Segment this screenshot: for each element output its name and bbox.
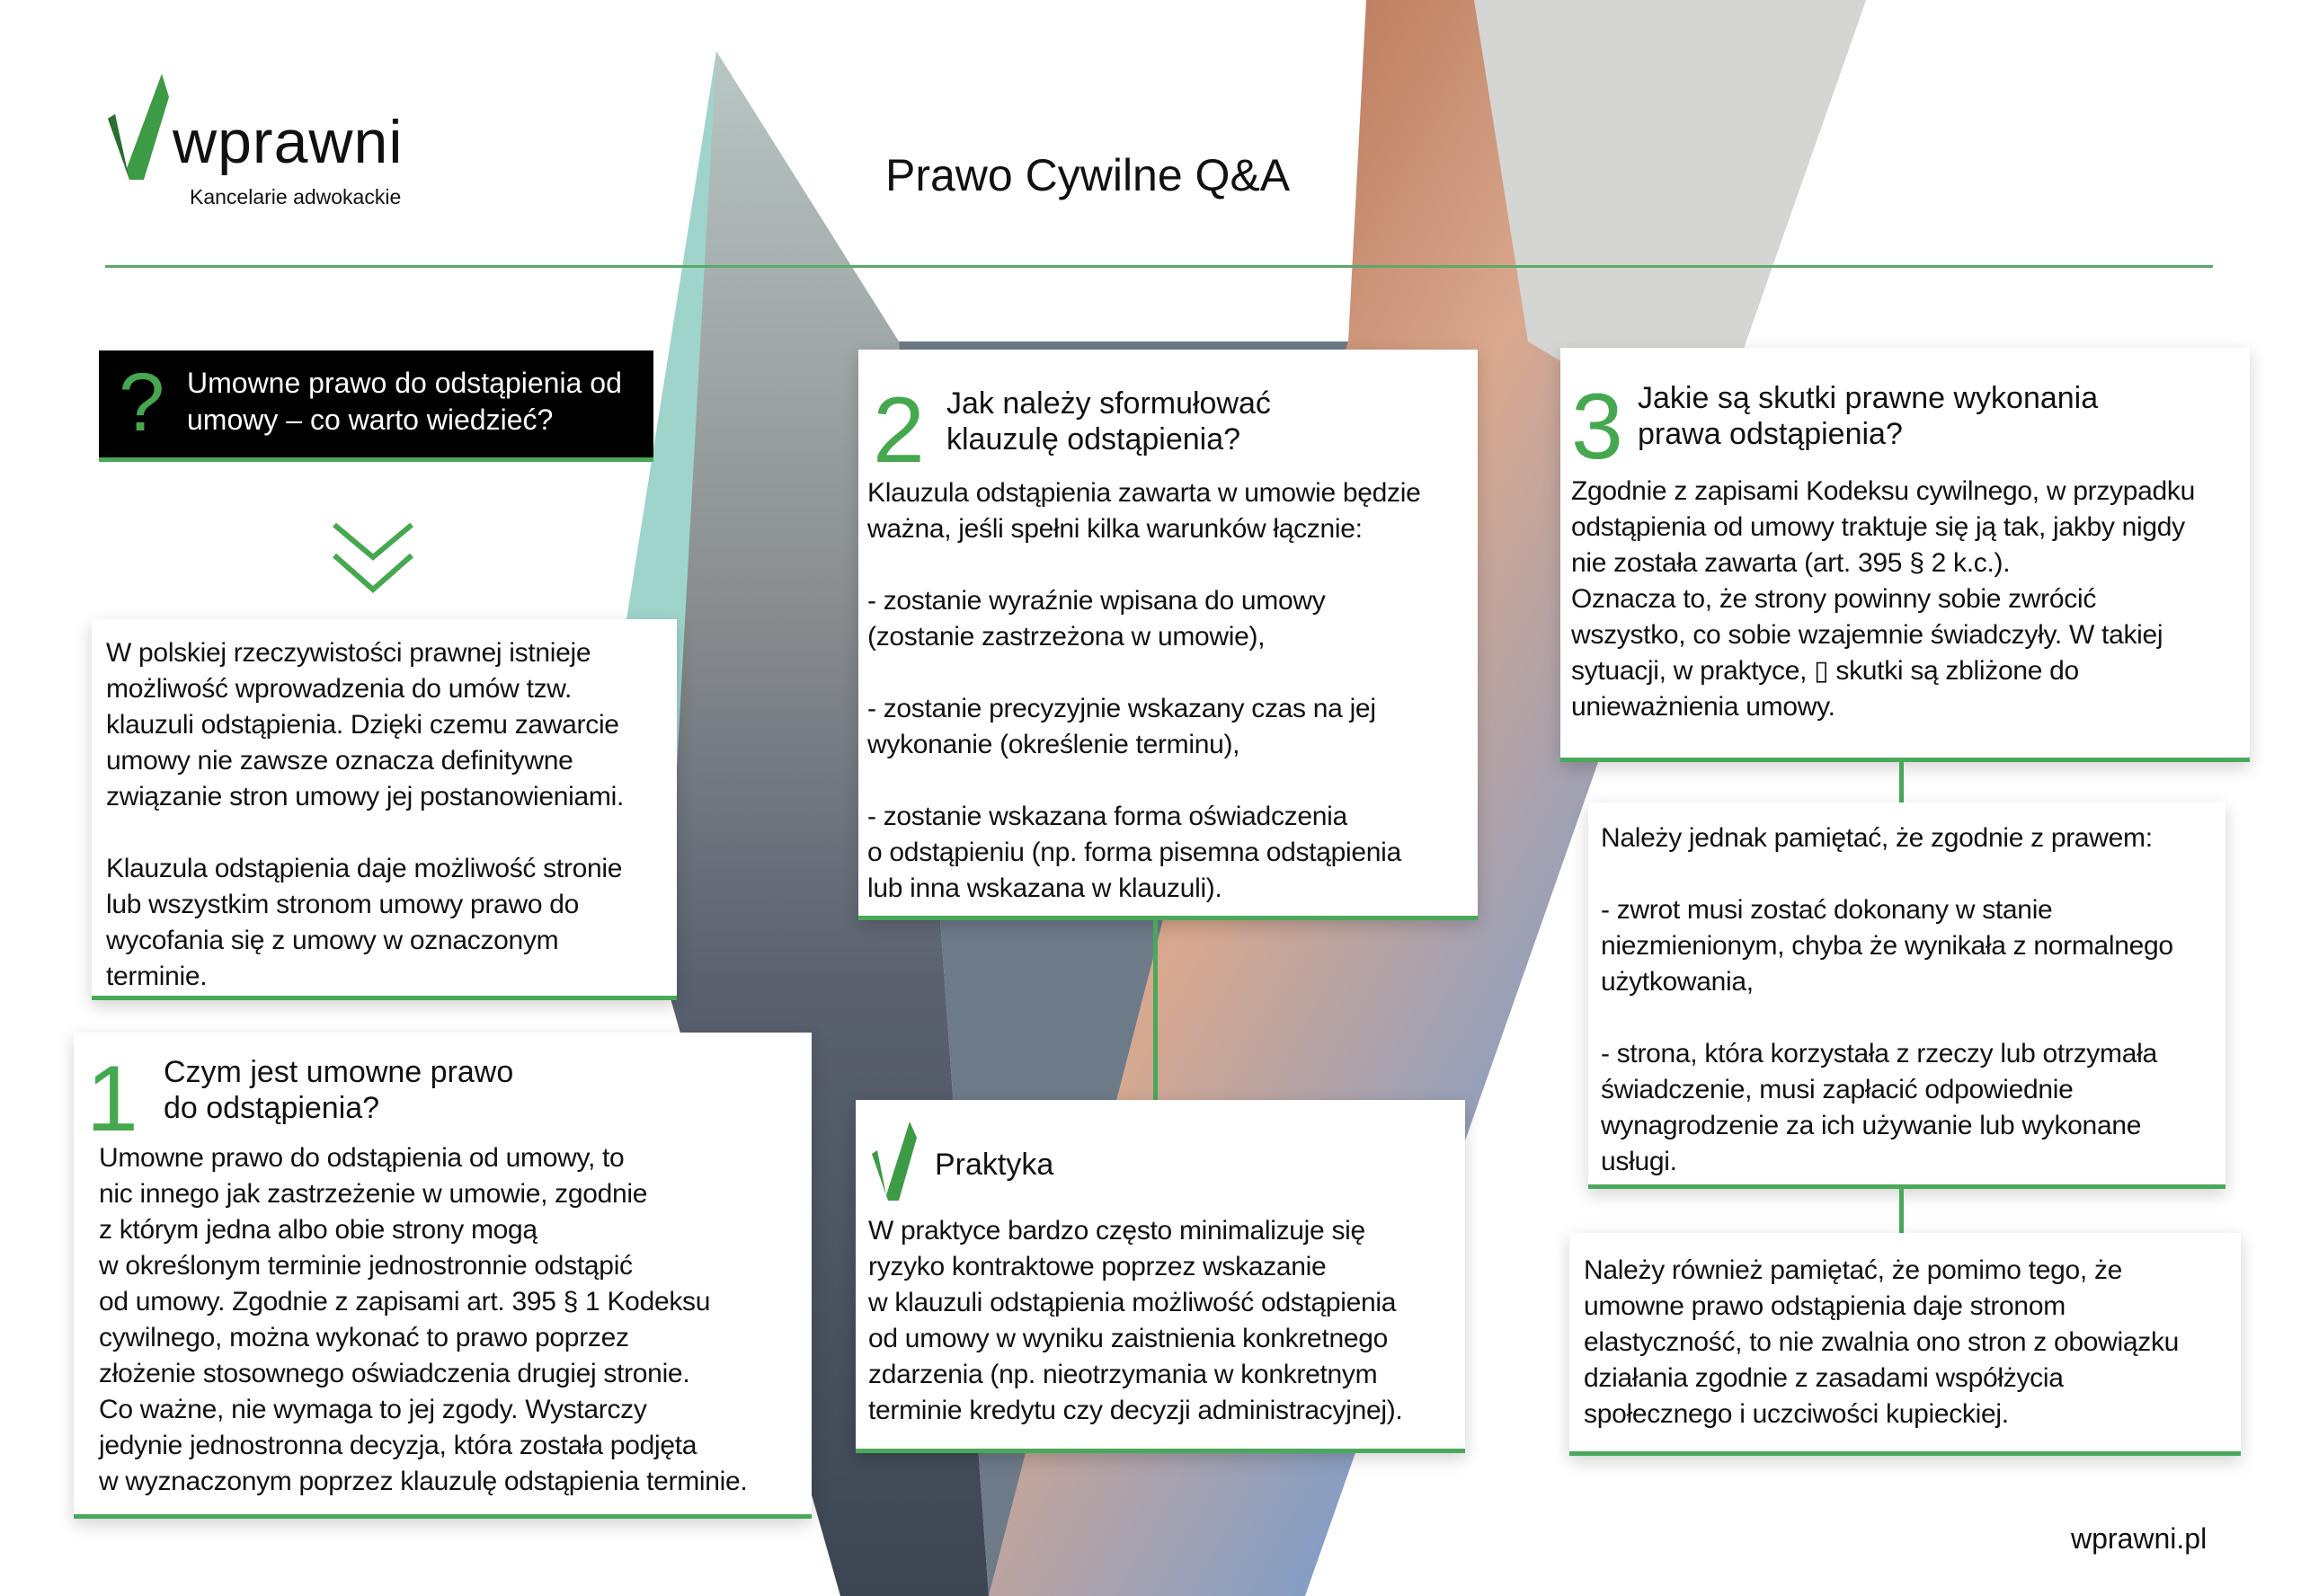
section-2-heading: Jak należy sformułować klauzulę odstąpienia? [946,386,1271,457]
intro-body-box [92,619,677,1000]
section-1-box [74,1033,812,1519]
intro-heading: Umowne prawo do odstąpienia od umowy – co warto wiedzieć? [187,367,622,436]
note-2-box [1569,1233,2241,1456]
section-2-box [858,350,1478,920]
practice-heading: Praktyka [935,1148,1054,1182]
section-3-heading: Jakie są skutki prawne wykonania prawa odstąpienia? [1638,381,2099,451]
question-icon: ? [119,357,165,448]
note-1-body: Należy jednak pamiętać, że zgodnie z prawem: - zwrot musi zostać dokonany w stanie niezmienionym, chyba że wynikała z normalnego użytkowania, - strona, która korzystała z rzeczy lub otrzymała świadczenie, musi zapłacić odpowiednie wynagrodzenie za ich używanie lub wykonane usługi. [1601,823,2173,1176]
intro-body: W polskiej rzeczywistości prawnej istnieje możliwość wprowadzenia do umów tzw. klauzuli odstąpienia. Dzięki czemu zawarcie umowy nie zawsze oznacza definitywne związanie stron umowy jej postanowieniami. Klauzula odstąpienia daje możliwość stronie lub wszystkim stronom umowy prawo do wycofania się z umowy w oznaczonym terminie. [106,638,625,991]
connector-line [1899,1189,1904,1233]
section-1-body: Umowne prawo do odstąpienia od umowy, to nic innego jak zastrzeżenie w umowie, zgodnie z którym jedna albo obie strony mogą w określonym terminie jednostronnie odstąpić od umowy. Zgodnie z zapisami art. 395 § 1 Kodeksu cywilnego, można wykonać to prawo poprzez złożenie stosownego oświadczenia drugiej stronie. Co ważne, nie wymaga to jej zgody. Wystarczy jedynie jednostronna decyzja, która została podjęta w wyznaczonym poprzez klauzulę odstąpienia terminie. [99,1143,748,1496]
section-1-heading: Czym jest umowne prawo do odstąpienia? [164,1055,514,1125]
connector-line [1899,762,1904,802]
footer-url[interactable]: wprawni.pl [2071,1522,2208,1555]
logo-wordmark: wprawni [173,108,404,176]
note-1-box [1588,802,2225,1189]
header-divider [105,265,2213,268]
practice-box [856,1100,1465,1453]
section-2-body: Klauzula odstąpienia zawarta w umowie będzie ważna, jeśli spełni kilka warunków łącznie: - zostanie wyraźnie wpisana do umowy (zostanie zastrzeżona w umowie), - zostanie precyzyjnie wskazany czas na jej wykonanie (określenie terminu), - zostanie wskazana forma oświadczenia o odstąpieniu (np. forma pisemna odstąpienia lub inna wskazana w klauzuli). [867,478,1421,903]
section-3-box [1560,348,2250,762]
logo-check-icon [108,74,171,182]
section-3-number: 3 [1571,375,1623,479]
section-3-body: Zgodnie z zapisami Kodeksu cywilnego, w przypadku odstąpienia od umowy traktuje się ją tak, jakby nigdy nie została zawarta (art. 395 § 2 k.c.). Oznacza to, że strony powinny sobie zwrócić wszystko, co sobie wzajemnie świadczyły. W takiej sytuacji, w praktyce, ▯ skutki są zbliżone do unieważnienia umowy. [1571,476,2195,722]
chevron-down-icon [331,521,415,597]
logo-tagline: Kancelarie adwokackie [190,185,402,208]
section-1-number: 1 [86,1047,138,1151]
note-2-body: Należy również pamiętać, że pomimo tego, że umowne prawo odstąpienia daje stronom elastyczność, to nie zwalnia ono stron z obowiązku działania zgodnie z zasadami współżycia społecznego i uczciwości kupieckiej. [1584,1255,2180,1429]
connector-line [1153,920,1158,1100]
practice-body: W praktyce bardzo często minimalizuje się ryzyko kontraktowe poprzez wskazanie w klauzuli odstąpienia możliwość odstąpienia od umowy w wyniku zaistnienia konkretnego zdarzenia (np. nieotrzymania w konkretnym terminie kredytu czy decyzji administracyjnej). [868,1216,1403,1425]
section-2-number: 2 [873,378,925,483]
page-title: Prawo Cywilne Q&A [885,150,1291,200]
intro-heading-box [99,350,653,462]
check-icon [872,1122,917,1201]
